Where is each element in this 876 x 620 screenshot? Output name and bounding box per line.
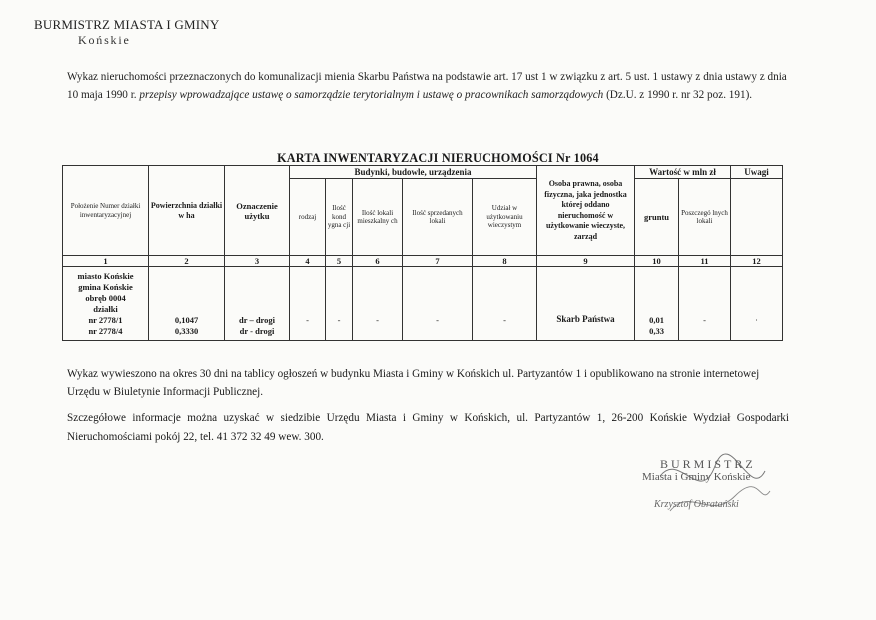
- posting-paragraph: Wykaz wywieszono na okres 30 dni na tablicy ogłoszeń w budynku Miasta i Gminy w Końskich ul. Partyzantów 1 i opublikowano na stronie internetowej Urzędu w Biuletynie Informacji Publicznej.: [67, 368, 760, 398]
- header-uwagi: Uwagi: [731, 166, 783, 179]
- col-number: 10: [635, 256, 679, 267]
- header-lokale-mieszkalne: Ilość lokali mieszkalny ch: [353, 179, 403, 256]
- col-number: 11: [679, 256, 731, 267]
- header-wartosc: Wartość w mln zł: [635, 166, 731, 179]
- header-gruntu: gruntu: [635, 179, 679, 256]
- header-lokale-sprzedane: Ilość sprzedanych lokali: [403, 179, 473, 256]
- header-kondygnacji: Ilość kond ygna cji: [326, 179, 353, 256]
- header-budynki: Budynki, budowle, urządzenia: [290, 166, 537, 179]
- col-number: 1: [63, 256, 149, 267]
- location-line: miasto Końskie: [77, 271, 134, 281]
- use-cell: [225, 267, 290, 341]
- office-header: BURMISTRZ MIASTA I GMINY: [34, 17, 220, 32]
- plot-use: dr - drogi: [239, 326, 275, 336]
- inventory-table: [62, 165, 783, 341]
- plot-value: 0,01: [649, 315, 664, 325]
- kondygnacji-value: -: [326, 267, 353, 341]
- header-oznaczenie: Oznaczenie użytku: [225, 166, 290, 256]
- location-line: gmina Końskie: [78, 282, 133, 292]
- contact-paragraph: Szczegółowe informacje można uzyskać w siedzibie Urzędu Miasta i Gminy w Końskich, ul. Partyzantów 1, 26-200 Końskie Wydział Gospodarki Nieruchomościami pokój 22, tel. 41 372 32 49 wew. 300.: [67, 412, 789, 443]
- col-number: 4: [290, 256, 326, 267]
- plot-number: nr 2778/4: [88, 326, 123, 336]
- location-cell: [63, 267, 149, 341]
- plot-number: nr 2778/1: [88, 315, 123, 325]
- intro-paragraph: [67, 69, 787, 104]
- plot-use: dr – drogi: [238, 315, 276, 325]
- owner-value: Skarb Państwa: [537, 267, 635, 341]
- office-town: Końskie: [78, 33, 131, 47]
- col-number: 9: [537, 256, 635, 267]
- col-number: 8: [473, 256, 537, 267]
- header-powierzchnia: Powierzchnia działki w ha: [149, 166, 225, 256]
- col-number: 3: [225, 256, 290, 267]
- udzial-value: -: [473, 267, 537, 341]
- rodzaj-value: -: [290, 267, 326, 341]
- poszczegolnych-value: -: [679, 267, 731, 341]
- plot-area: 0,1047: [174, 315, 199, 325]
- plot-area: 0,3330: [174, 326, 199, 336]
- header-poszczegolnych: Poszczegó lnych lokali: [679, 179, 731, 256]
- lokale-mieszkalne-value: -: [353, 267, 403, 341]
- col-number: 5: [326, 256, 353, 267]
- uwagi-value: ·: [731, 267, 783, 341]
- intro-reference: (Dz.U. z 1990 r. nr 32 poz. 191).: [603, 88, 753, 101]
- header-uwagi-empty: [731, 179, 783, 256]
- intro-italic: przepisy wprowadzające ustawę o samorządzie terytorialnym i ustawę o pracownikach samorządowych: [139, 88, 604, 101]
- stamp-subtitle: Miasta i Gminy Końskie: [642, 471, 751, 483]
- header-osoba: Osoba prawna, osoba fizyczna, jaka jednostka której oddano nieruchomość w użytkowanie wieczyste, zarząd: [537, 166, 635, 256]
- area-cell: [149, 267, 225, 341]
- header-polozenie: Położenie Numer działki inwentaryzacyjnej: [63, 166, 149, 256]
- stamp-name: Krzysztof Obratański: [654, 499, 739, 510]
- header-rodzaj: rodzaj: [290, 179, 326, 256]
- col-number: 2: [149, 256, 225, 267]
- value-cell: [635, 267, 679, 341]
- col-number: 12: [731, 256, 783, 267]
- stamp-title: BURMISTRZ: [660, 457, 756, 471]
- lokale-sprzedane-value: -: [403, 267, 473, 341]
- col-number: 7: [403, 256, 473, 267]
- location-line: obręb 0004: [85, 293, 126, 303]
- intro-text: Wykaz nieruchomości przeznaczonych do komunalizacji mienia Skarbu Państwa na podstawie art. 17 ust 1 w związku z art. 5 ust. 1 ustawy z dnia ustawy z dnia 10 maja 1990 r.: [67, 71, 787, 101]
- plot-value: 0,33: [649, 326, 664, 336]
- location-line: działki: [93, 304, 118, 314]
- header-udzial: Udział w użytkowaniu wieczystym: [473, 179, 537, 256]
- col-number: 6: [353, 256, 403, 267]
- card-title: KARTA INWENTARYZACJI NIERUCHOMOŚCI Nr 1064: [277, 151, 599, 165]
